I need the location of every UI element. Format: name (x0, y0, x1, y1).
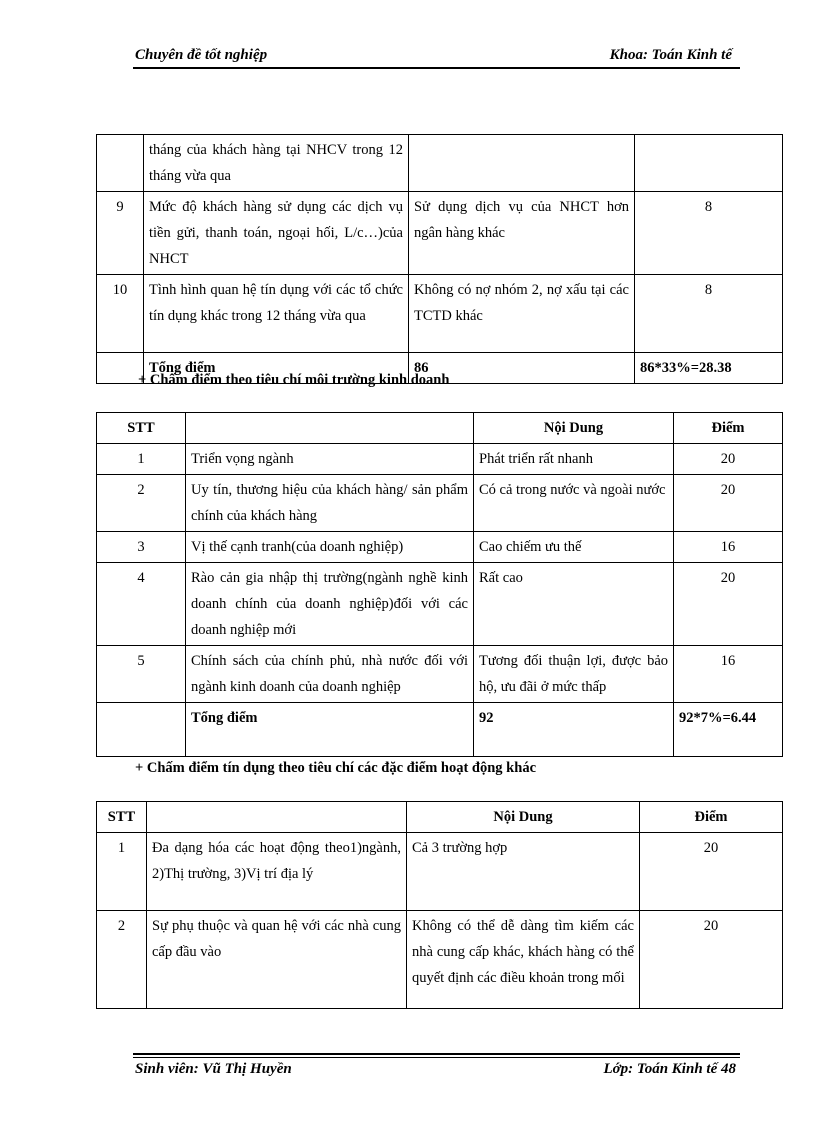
score-cell: 16 (674, 532, 783, 563)
total-score: 92*7%=6.44 (674, 703, 783, 757)
table-other-activities (96, 801, 783, 1009)
table-row (97, 444, 783, 475)
score-cell: 20 (674, 475, 783, 532)
content-cell: Rất cao (474, 563, 674, 646)
table-row (97, 532, 783, 563)
header-criteria (147, 802, 407, 833)
score-cell: 16 (674, 646, 783, 703)
total-label: Tổng điểm (186, 703, 474, 757)
total-score: 86*33%=28.38 (635, 353, 783, 384)
table-row (97, 192, 783, 275)
table-row (97, 135, 783, 192)
criteria-cell: Vị thế cạnh tranh(của doanh nghiệp) (186, 532, 474, 563)
table-row (97, 563, 783, 646)
score-cell: 20 (674, 563, 783, 646)
content-cell: Sử dụng dịch vụ của NHCT hơn ngân hàng khác (409, 192, 635, 275)
stt-cell: 5 (97, 646, 186, 703)
score-cell (635, 135, 783, 192)
stt-cell: 10 (97, 275, 144, 353)
header-content: Nội Dung (474, 413, 674, 444)
header-stt: STT (97, 802, 147, 833)
score-cell: 20 (640, 911, 783, 1009)
table-customer-relations (96, 134, 783, 384)
table-row (97, 275, 783, 353)
table-row (97, 646, 783, 703)
score-cell: 8 (635, 275, 783, 353)
header-stt: STT (97, 413, 186, 444)
criteria-cell: Sự phụ thuộc và quan hệ với các nhà cung cấp đầu vào (147, 911, 407, 1009)
total-label: Tổng điểm (144, 353, 409, 384)
content-cell: Cả 3 trường hợp (407, 833, 640, 911)
criteria-cell: tháng của khách hàng tại NHCV trong 12 tháng vừa qua (144, 135, 409, 192)
stt-cell: 1 (97, 833, 147, 911)
stt-cell: 9 (97, 192, 144, 275)
page-footer (133, 1058, 740, 1080)
section-caption-business-environment: + Chấm điểm theo tiêu chí môi trường kinh doanh (138, 372, 450, 388)
stt-cell (97, 135, 144, 192)
table-row (97, 833, 783, 911)
content-cell: Không có nợ nhóm 2, nợ xấu tại các TCTD khác (409, 275, 635, 353)
page-header (133, 45, 740, 67)
header-criteria (186, 413, 474, 444)
total-content: 86 (409, 353, 635, 384)
total-content: 92 (474, 703, 674, 757)
content-cell (409, 135, 635, 192)
stt-cell: 2 (97, 475, 186, 532)
table-row (97, 475, 783, 532)
stt-cell: 1 (97, 444, 186, 475)
header-score: Điểm (640, 802, 783, 833)
content-cell: Không có thể dễ dàng tìm kiếm các nhà cung cấp khác, khách hàng có thể quyết định các điều khoản trong mối (407, 911, 640, 1009)
content-cell: Phát triển rất nhanh (474, 444, 674, 475)
content-cell: Tương đối thuận lợi, được bảo hộ, ưu đãi ở mức thấp (474, 646, 674, 703)
criteria-cell: Mức độ khách hàng sử dụng các dịch vụ tiền gửi, thanh toán, ngoại hối, L/c…)của NHCT (144, 192, 409, 275)
footer-left: Sinh viên: Vũ Thị Huyền (135, 1061, 292, 1077)
stt-cell: 2 (97, 911, 147, 1009)
footer-right: Lớp: Toán Kinh tế 48 (603, 1061, 736, 1077)
content-cell: Cao chiếm ưu thế (474, 532, 674, 563)
table-header-row (97, 802, 783, 833)
criteria-cell: Triển vọng ngành (186, 444, 474, 475)
table-row (97, 911, 783, 1009)
header-rule (133, 67, 740, 69)
criteria-cell: Rào cản gia nhập thị trường(ngành nghề kinh doanh chính của doanh nghiệp)đối với các doanh nghiệp mới (186, 563, 474, 646)
header-content: Nội Dung (407, 802, 640, 833)
table-header-row (97, 413, 783, 444)
score-cell: 8 (635, 192, 783, 275)
score-cell: 20 (674, 444, 783, 475)
criteria-cell: Uy tín, thương hiệu của khách hàng/ sản phẩm chính của khách hàng (186, 475, 474, 532)
criteria-cell: Đa dạng hóa các hoạt động theo1)ngành, 2)Thị trường, 3)Vị trí địa lý (147, 833, 407, 911)
score-cell: 20 (640, 833, 783, 911)
stt-cell: 3 (97, 532, 186, 563)
criteria-cell: Chính sách của chính phủ, nhà nước đối với ngành kinh doanh của doanh nghiệp (186, 646, 474, 703)
total-row (97, 703, 783, 757)
content-cell: Có cả trong nước và ngoài nước (474, 475, 674, 532)
criteria-cell: Tình hình quan hệ tín dụng với các tổ chức tín dụng khác trong 12 tháng vừa qua (144, 275, 409, 353)
footer-rule-thick (133, 1053, 740, 1055)
header-score: Điểm (674, 413, 783, 444)
table-business-environment (96, 412, 783, 757)
header-left: Chuyên đề tốt nghiệp (135, 47, 268, 63)
stt-cell: 4 (97, 563, 186, 646)
header-right: Khoa: Toán Kinh tế (609, 47, 732, 63)
section-caption-other-activities: + Chấm điểm tín dụng theo tiêu chí các đặc điểm hoạt động khác (135, 760, 537, 776)
